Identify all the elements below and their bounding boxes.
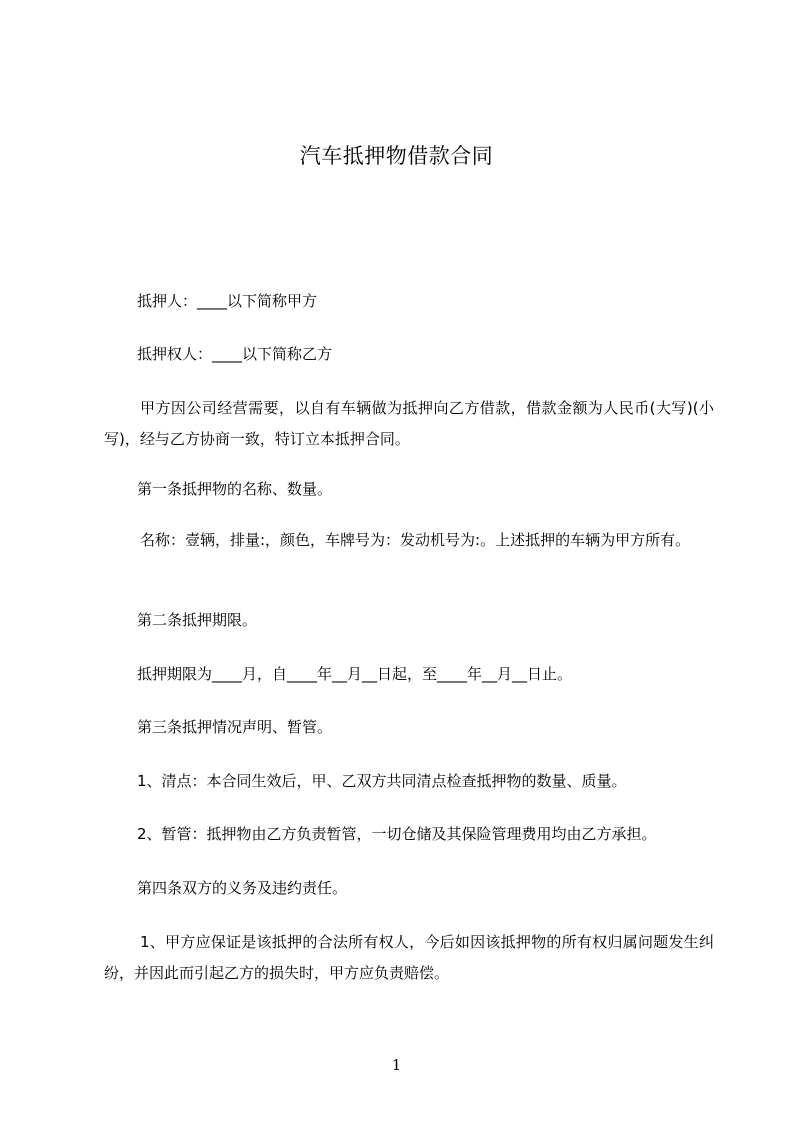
pledgee-line: 抵押权人：____以下简称乙方: [137, 345, 333, 363]
page-number: 1: [391, 1056, 402, 1074]
article-2-content: 抵押期限为____月，自____年__月__日起，至____年__月__日止。: [137, 665, 573, 683]
article-3-clause-1: 1、清点：本合同生效后，甲、乙双方共同清点检查抵押物的数量、质量。: [137, 772, 627, 790]
article-3-heading: 第三条抵押情况声明、暂管。: [137, 718, 333, 736]
article-2-heading: 第二条抵押期限。: [137, 611, 258, 629]
page-title: 汽车抵押物借款合同: [299, 144, 494, 168]
article-4-clause-1: 1、甲方应保证是该抵押的合法所有权人，今后如因该抵押物的所有权归属问题发生纠纷，并因此而引起乙方的损失时，甲方应负责赔偿。: [104, 933, 714, 982]
article-3-clause-2: 2、暂管：抵押物由乙方负责暂管，一切仓储及其保险管理费用均由乙方承担。: [137, 825, 657, 843]
article-4-heading: 第四条双方的义务及违约责任。: [137, 879, 348, 897]
preamble-paragraph: 甲方因公司经营需要，以自有车辆做为抵押向乙方借款，借款金额为人民币(大写)(小写)，经与乙方协商一致，特订立本抵押合同。: [104, 399, 714, 448]
article-1-content: 名称：壹辆，排量:，颜色，车牌号为：发动机号为:。上述抵押的车辆为甲方所有。: [140, 531, 691, 549]
article-1-heading: 第一条抵押物的名称、数量。: [137, 480, 333, 498]
pledgor-line: 抵押人：____以下简称甲方: [137, 292, 318, 310]
